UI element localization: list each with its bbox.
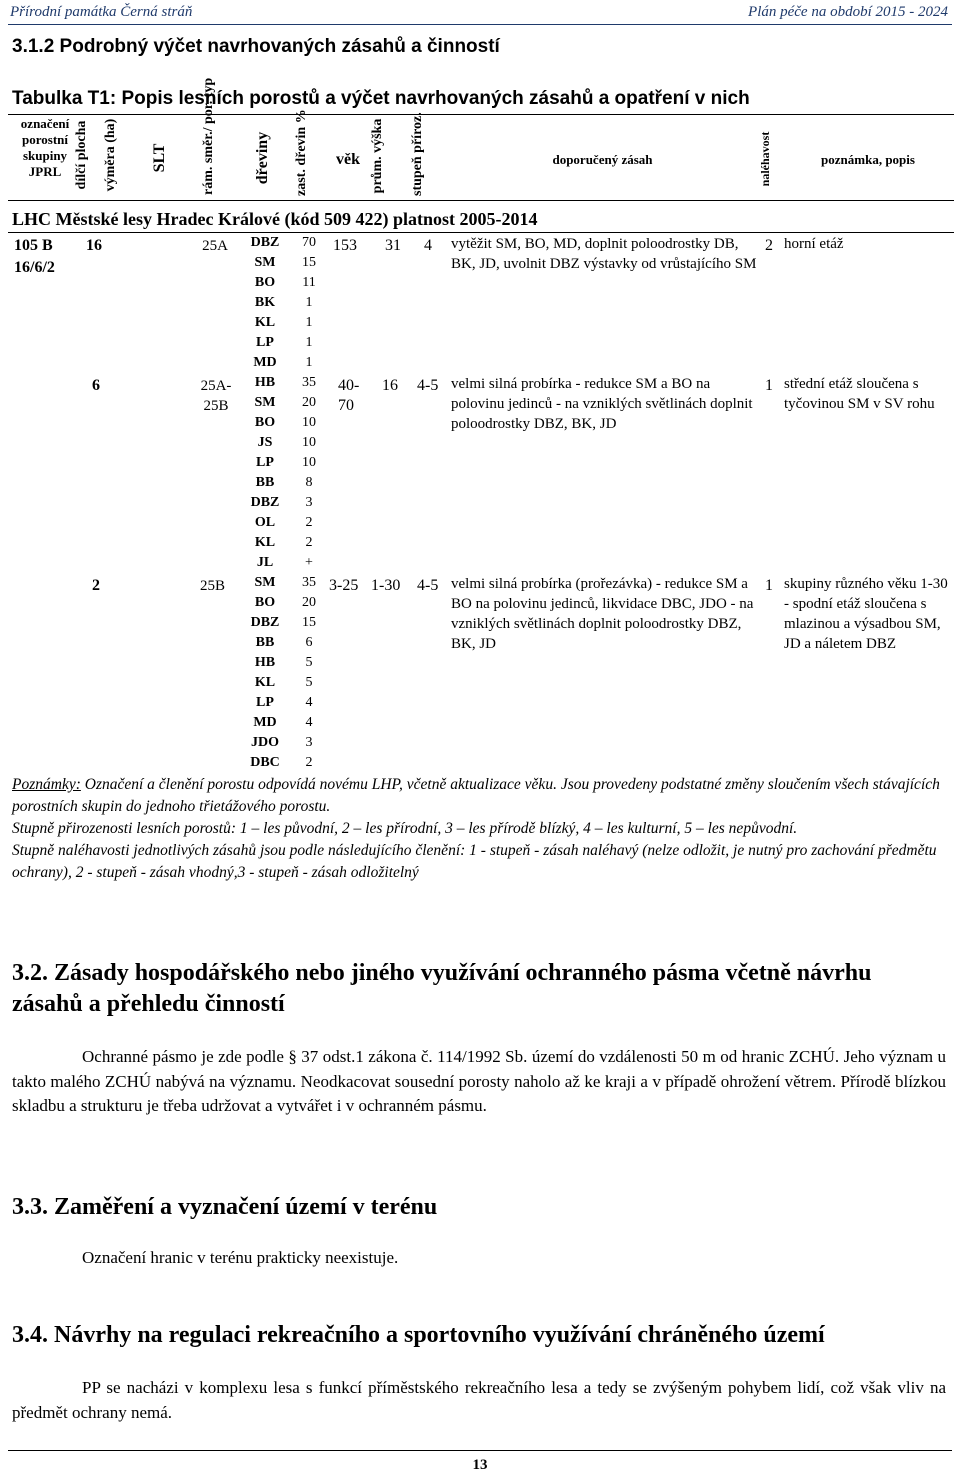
- g2-action: velmi silná probírka - redukce SM a BO na polovinu jedinců - na vzniklých světlinách doplnit poloodrostky DBZ, BK, JD: [451, 376, 753, 432]
- g2-species-list: [242, 373, 288, 573]
- lhc-row: LHC Městské lesy Hradec Králové (kód 509 422) platnost 2005-2014: [12, 209, 538, 229]
- table-top-rule: [8, 114, 954, 115]
- g1-stupen: 4: [424, 237, 432, 254]
- g2-height: 16: [382, 377, 398, 394]
- table-notes: [12, 774, 946, 884]
- species-item: BK: [254, 295, 276, 310]
- percent-item: 35: [302, 575, 316, 590]
- percent-item: 10: [302, 415, 316, 430]
- th-dilci-plocha: dílčí plocha: [74, 120, 89, 190]
- th-slt: SLT: [151, 143, 168, 173]
- species-item: DBZ: [250, 235, 280, 250]
- species-item: KL: [254, 675, 276, 690]
- g2-age: 40-70: [338, 377, 360, 414]
- g2-slt: 25A-25B: [200, 378, 232, 414]
- percent-item: 1: [305, 295, 313, 310]
- g1-area: 16: [86, 237, 102, 254]
- percent-item: 11: [302, 275, 316, 290]
- section-3-4-heading: 3.4. Návrhy na regulaci rekreačního a sportovního využívání chráněného území: [12, 1322, 825, 1348]
- section-3-4-text: PP se nacházi v komplexu lesa s funkcí příměstského rekreačního lesa a tedy se zvýšeným pohybem lidí, což však vliv na předmět ochrany nemá.: [12, 1378, 946, 1422]
- g3-height: 1-30: [371, 577, 401, 594]
- table-title: Tabulka T1: Popis lesních porostů a výčet navrhovaných zásahů a opatření v nich: [12, 88, 750, 109]
- g3-area: 2: [92, 577, 100, 594]
- running-header-left: Přírodní památka Černá stráň: [10, 4, 193, 20]
- g1-urgency: 2: [765, 237, 773, 254]
- th-ramcovy-smer: rám. směr./ por. typ: [201, 77, 216, 195]
- g3-stupen: 4-5: [417, 577, 439, 594]
- percent-item: 3: [305, 735, 313, 750]
- g3-age: 3-25: [329, 577, 359, 594]
- species-item: JDO: [251, 735, 279, 750]
- species-item: HB: [254, 375, 276, 390]
- th-dreviny: dřeviny: [254, 131, 271, 185]
- th-stupen-priroz: stupeň příroz.: [410, 112, 425, 196]
- percent-item: 4: [305, 695, 313, 710]
- notes-label: Poznámky:: [12, 776, 81, 793]
- species-item: BB: [255, 635, 275, 650]
- percent-item: 15: [302, 255, 316, 270]
- percent-item: 8: [305, 475, 313, 490]
- percent-item: 35: [302, 375, 316, 390]
- lhc-bottom-rule: [8, 232, 954, 233]
- g3-species-list: [242, 573, 288, 773]
- g1-age: 153: [333, 237, 357, 254]
- g3-urgency: 1: [765, 577, 773, 594]
- percent-item: 20: [302, 595, 316, 610]
- page-number: 13: [472, 1457, 488, 1473]
- species-item: SM: [254, 255, 276, 270]
- percent-item: 10: [302, 435, 316, 450]
- species-item: MD: [253, 715, 277, 730]
- g1-note: horní etáž: [784, 236, 844, 252]
- species-item: MD: [253, 355, 277, 370]
- percent-item: 2: [305, 535, 313, 550]
- species-item: BO: [254, 275, 276, 290]
- g1-slt: 25A: [202, 238, 228, 254]
- species-item: DBZ: [250, 495, 280, 510]
- percent-item: 4: [305, 715, 313, 730]
- percent-item: 1: [305, 355, 313, 370]
- g3-slt: 25B: [200, 578, 226, 594]
- th-vek: věk: [336, 151, 360, 168]
- note-3: [12, 840, 946, 884]
- species-item: SM: [254, 395, 276, 410]
- percent-item: 3: [305, 495, 313, 510]
- table-header-bottom-rule: [8, 200, 954, 201]
- species-item: KL: [254, 315, 276, 330]
- species-item: HB: [254, 655, 276, 670]
- section-3-3-text: Označení hranic v terénu prakticky neexistuje.: [82, 1248, 399, 1267]
- th-zastoupeni: zast. dřevin %: [294, 109, 309, 196]
- species-item: BO: [254, 415, 276, 430]
- species-item: SM: [254, 575, 276, 590]
- percent-item: 70: [302, 235, 316, 250]
- species-item: KL: [254, 535, 276, 550]
- g1-species-list: [242, 233, 288, 373]
- g1-height: 31: [385, 237, 401, 254]
- percent-item: 5: [305, 675, 313, 690]
- section-3-3-heading: 3.3. Zaměření a vyznačení území v terénu: [12, 1194, 438, 1220]
- note-2: [12, 818, 946, 840]
- percent-item: 10: [302, 455, 316, 470]
- species-item: DBZ: [250, 615, 280, 630]
- th-jprl: označení porostní skupiny JPRL: [20, 116, 70, 179]
- g1-action: vytěžit SM, BO, MD, doplnit poloodrostky DB, BK, JD, uvolnit DBZ výstavky od vrůstajícího SM: [451, 236, 757, 272]
- species-item: BO: [254, 595, 276, 610]
- g2-urgency: 1: [765, 377, 773, 394]
- g3-percent-list: [294, 573, 324, 773]
- percent-item: 6: [305, 635, 313, 650]
- footer-rule: [8, 1450, 952, 1451]
- species-item: OL: [254, 515, 276, 530]
- jprl-code: 105 B: [14, 237, 53, 254]
- g3-action: velmi silná probírka (prořezávka) - redukce SM a BO na polovinu jedinců, likvidace DBC, JDO - na vzniklých světlinách doplnit poloodrostky DBZ, BK, JD: [451, 576, 754, 652]
- g3-note: skupiny různého věku 1-30 - spodní etáž sloučena s mlazinou a výsadbou SM, JD a náletem DBZ: [784, 576, 948, 652]
- percent-item: 5: [305, 655, 313, 670]
- species-item: DBC: [250, 755, 280, 770]
- percent-item: 15: [302, 615, 316, 630]
- g2-area: 6: [92, 377, 100, 394]
- th-vymera: výměra (ha): [103, 118, 118, 192]
- percent-item: 1: [305, 315, 313, 330]
- section-3-1-2-heading: 3.1.2 Podrobný výčet navrhovaných zásahů a činností: [12, 36, 500, 57]
- jprl-code-sub: 16/6/2: [14, 259, 55, 276]
- species-item: LP: [256, 455, 274, 470]
- note-1: [12, 774, 946, 818]
- species-item: JS: [257, 435, 273, 450]
- running-header-right: Plán péče na období 2015 - 2024: [748, 4, 948, 20]
- species-item: JL: [256, 555, 274, 570]
- percent-item: 1: [305, 335, 313, 350]
- th-nalehavost: naléhavost: [758, 131, 772, 187]
- percent-item: +: [305, 555, 313, 570]
- note-2-text: Stupně přirozenosti lesních porostů: 1 – les původní, 2 – les přírodní, 3 – les přírodě blízký, 4 – les kulturní, 5 – les nepůvodní.: [12, 820, 798, 837]
- th-poznamka: poznámka, popis: [821, 152, 915, 167]
- th-prum-vyska: prům. výška: [370, 118, 385, 194]
- species-item: BB: [255, 475, 275, 490]
- species-item: LP: [256, 335, 274, 350]
- g1-percent-list: [294, 233, 324, 373]
- note-1-text: Označení a členění porostu odpovídá novému LHP, včetně aktualizace věku. Jsou provedeny podstatné změny sloučením všech stávajících porostních skupin do jednoho třietážového porostu.: [12, 776, 940, 815]
- percent-item: 20: [302, 395, 316, 410]
- g2-percent-list: [294, 373, 324, 573]
- section-3-2-text: Ochranné pásmo je zde podle § 37 odst.1 zákona č. 114/1992 Sb. území do vzdálenosti 50 m od hranic ZCHÚ. Jeho význam u takto malého ZCHÚ nabývá na významu. Neodkacovat sousední porosty naholo až ke kraji a v případě ohrožení větrem. Přírodě blízkou skladbu a strukturu je třeba udržovat a vytvářet i v ochranném pásmu.: [12, 1047, 946, 1115]
- g2-note: střední etáž sloučena s tyčovinou SM v SV rohu: [784, 376, 935, 412]
- species-item: LP: [256, 695, 274, 710]
- g2-stupen: 4-5: [417, 377, 439, 394]
- percent-item: 2: [305, 515, 313, 530]
- header-rule: [8, 24, 952, 25]
- th-doporuceny-zasah: doporučený zásah: [552, 152, 653, 167]
- percent-item: 2: [305, 755, 313, 770]
- section-3-2-heading: 3.2. Zásady hospodářského nebo jiného využívání ochranného pásma včetně návrhu zásahů a přehledu činností: [12, 960, 872, 1017]
- note-3-text: Stupně naléhavosti jednotlivých zásahů jsou podle následujícího členění: 1 - stupeň - zásah naléhavý (nelze odložit, je nutný pro zachování předmětu ochrany), 2 - stupeň - zásah vhodný,3 - stupeň - zásah odložitelný: [12, 842, 937, 881]
